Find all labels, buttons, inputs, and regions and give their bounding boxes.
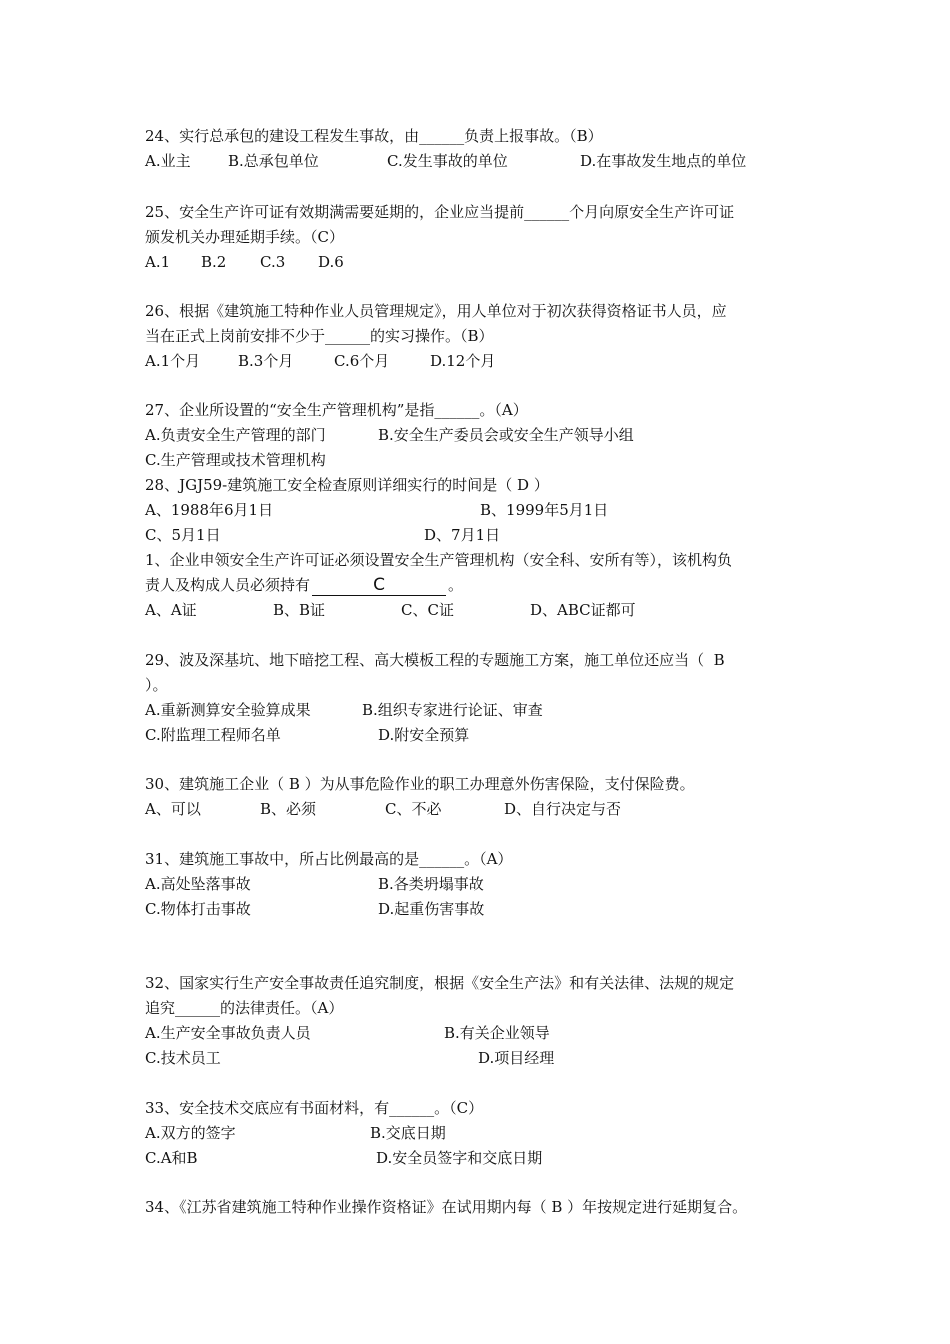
q1-answer-blank (312, 576, 446, 596)
q30-option-a: A、可以 (145, 800, 201, 818)
q1-option-c: C、C证 (401, 601, 454, 619)
q1-option-b: B、B证 (273, 601, 326, 619)
question-25-stem-line2: 颁发机关办理延期手续。（C） (145, 228, 344, 246)
q30-option-d: D、自行决定与否 (504, 800, 622, 818)
q1-option-d: D、ABC证都可 (530, 601, 636, 619)
q26-option-d: D.12个月 (430, 352, 496, 370)
question-30-stem: 30、建筑施工企业（ B ）为从事危险作业的职工办理意外伤害保险，支付保险费。 (145, 775, 695, 793)
q29-option-a: A.重新测算安全验算成果 (145, 701, 311, 719)
q31-option-b: B.各类坍塌事故 (378, 875, 484, 893)
question-1-stem-line2 (145, 575, 463, 597)
q28-option-b: B、1999年5月1日 (480, 501, 609, 519)
q29-option-c: C.附监理工程师名单 (145, 726, 281, 744)
q24-option-d: D.在事故发生地点的单位 (580, 152, 747, 170)
q33-option-d: D.安全员签字和交底日期 (376, 1149, 543, 1167)
q1-option-a: A、A证 (145, 601, 197, 619)
q25-option-b: B.2 (201, 253, 227, 271)
q26-option-a: A.1个月 (145, 352, 201, 370)
question-26-stem-line1: 26、根据《建筑施工特种作业人员管理规定》，用人单位对于初次获得资格证书人员，应 (145, 302, 727, 320)
q24-option-b: B.总承包单位 (228, 152, 319, 170)
q26-option-c: C.6个月 (334, 352, 390, 370)
question-33-stem: 33、安全技术交底应有书面材料，有______。（C） (145, 1099, 484, 1117)
q25-option-d: D.6 (318, 253, 344, 271)
question-28-stem: 28、JGJ59-建筑施工安全检查原则详细实行的时间是（ D ） (145, 476, 549, 494)
q24-option-c: C.发生事故的单位 (387, 152, 508, 170)
q27-option-b: B.安全生产委员会或安全生产领导小组 (378, 426, 634, 444)
q31-option-c: C.物体打击事故 (145, 900, 251, 918)
q1-stem-tail: 。 (448, 576, 464, 594)
question-25-stem-line1: 25、安全生产许可证有效期满需要延期的，企业应当提前______个月向原安全生产许可证 (145, 203, 735, 221)
q25-option-c: C.3 (260, 253, 286, 271)
question-24-stem: 24、实行总承包的建设工程发生事故，由______负责上报事故。（B） (145, 127, 603, 145)
question-27-stem: 27、企业所设置的“安全生产管理机构”是指______。（A） (145, 401, 528, 419)
q1-stem-text: 责人及构成人员必须持有 (145, 576, 311, 594)
q25-option-a: A.1 (145, 253, 171, 271)
q27-option-c: C.生产管理或技术管理机构 (145, 451, 326, 469)
q32-option-b: B.有关企业领导 (444, 1024, 550, 1042)
q31-option-d: D.起重伤害事故 (378, 900, 485, 918)
q28-option-a: A、1988年6月1日 (145, 501, 274, 519)
question-1-stem-line1: 1、企业申领安全生产许可证必须设置安全生产管理机构（安全科、安所有等），该机构负 (145, 551, 733, 569)
q29-option-b: B.组织专家进行论证、审查 (362, 701, 543, 719)
q1-answer-letter: C (373, 575, 385, 595)
q30-option-c: C、不必 (385, 800, 442, 818)
q24-option-a: A.业主 (145, 152, 191, 170)
question-34-stem: 34、《江苏省建筑施工特种作业操作资格证》在试用期内每（ B ）年按规定进行延期复合。 (145, 1198, 748, 1216)
q33-option-b: B.交底日期 (370, 1124, 446, 1142)
q30-option-b: B、必须 (260, 800, 317, 818)
question-26-stem-line2: 当在正式上岗前安排不少于______的实习操作。（B） (145, 327, 494, 345)
question-29-stem-line1: 29、波及深基坑、地下暗挖工程、高大模板工程的专题施工方案，施工单位还应当（ B (145, 651, 725, 669)
q31-option-a: A.高处坠落事故 (145, 875, 251, 893)
q27-option-a: A.负责安全生产管理的部门 (145, 426, 326, 444)
q32-option-c: C.技术员工 (145, 1049, 221, 1067)
q32-option-d: D.项目经理 (478, 1049, 555, 1067)
question-29-stem-line2: ）。 (145, 676, 168, 694)
q29-option-d: D.附安全预算 (378, 726, 470, 744)
q26-option-b: B.3个月 (238, 352, 294, 370)
question-31-stem: 31、建筑施工事故中，所占比例最高的是______。（A） (145, 850, 513, 868)
q33-option-a: A.双方的签字 (145, 1124, 236, 1142)
question-32-stem-line2: 追究______的法律责任。（A） (145, 999, 344, 1017)
q33-option-c: C.A和B (145, 1149, 198, 1167)
q28-option-c: C、5月1日 (145, 526, 221, 544)
q32-option-a: A.生产安全事故负责人员 (145, 1024, 311, 1042)
question-32-stem-line1: 32、国家实行生产安全事故责任追究制度，根据《安全生产法》和有关法律、法规的规定 (145, 974, 735, 992)
q28-option-d: D、7月1日 (424, 526, 501, 544)
